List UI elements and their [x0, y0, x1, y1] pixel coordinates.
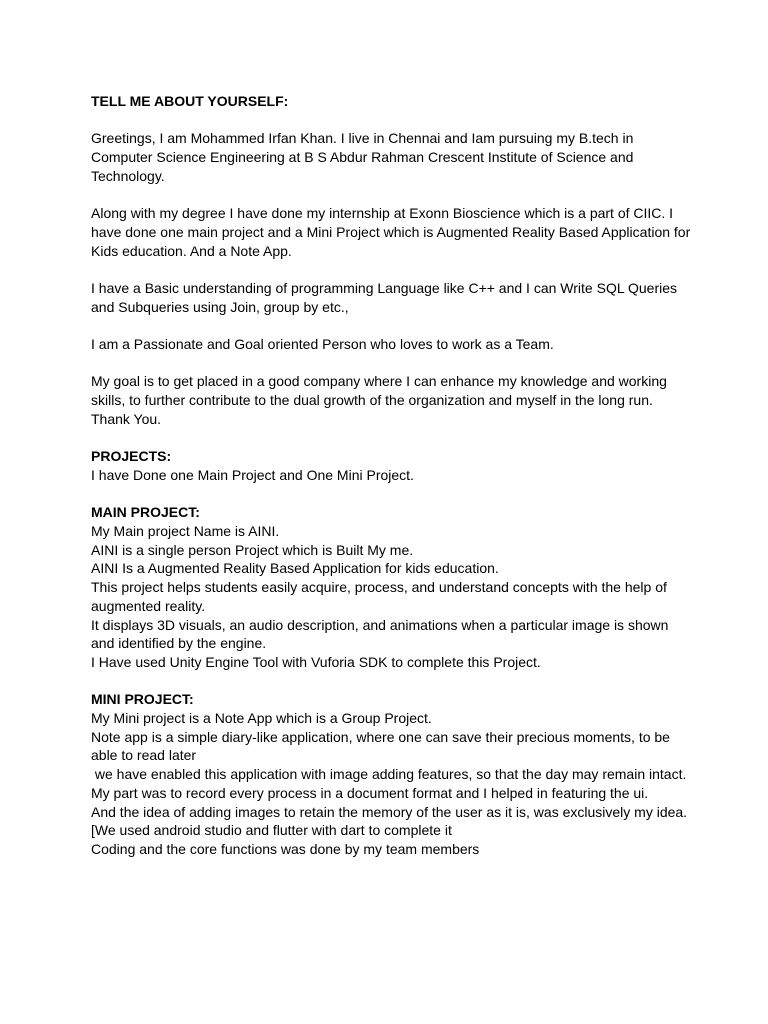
main-project-line: I Have used Unity Engine Tool with Vuforia SDK to complete this Project.: [91, 653, 541, 670]
mini-project-heading: MINI PROJECT:: [91, 691, 194, 708]
intro-paragraph-4: I am a Passionate and Goal oriented Person who loves to work as a Team.: [91, 336, 554, 353]
intro-paragraph-3: I have a Basic understanding of programming Language like C++ and I can Write SQL Queries and Subqueries using Join, group by etc.,: [91, 279, 678, 315]
mini-project-line: Note app is a simple diary-like application, where one can save their precious moments, to be able to read later: [91, 728, 670, 764]
intro-paragraph-5: My goal is to get placed in a good company where I can enhance my knowledge and working skills, to further contribute to the dual growth of the organization and myself in the long run. Thank You.: [91, 373, 667, 427]
main-project-heading: MAIN PROJECT:: [91, 504, 200, 521]
main-project-line: It displays 3D visuals, an audio description, and animations when a particular image is shown and identified by the engine.: [91, 616, 669, 652]
mini-project-line: My part was to record every process in a document format and I helped in featuring the ui.: [91, 784, 649, 801]
intro-paragraph-1: Greetings, I am Mohammed Irfan Khan. I live in Chennai and Iam pursuing my B.tech in Computer Science Engineering at B S Abdur Rahman Crescent Institute of Science and Technology.: [91, 130, 634, 184]
mini-project-line: we have enabled this application with image adding features, so that the day may remain intact.: [91, 766, 687, 783]
intro-heading: TELL ME ABOUT YOURSELF:: [91, 93, 289, 109]
main-project-line: AINI is a single person Project which is Built My me.: [91, 541, 414, 558]
projects-heading: PROJECTS:: [91, 448, 172, 465]
document-page: [91, 92, 691, 877]
projects-text: I have Done one Main Project and One Mini Project.: [91, 466, 414, 483]
mini-project-line: And the idea of adding images to retain the memory of the user as it is, was exclusively my idea.: [91, 803, 688, 820]
main-project-line: My Main project Name is AINI.: [91, 523, 280, 540]
main-project-line: AINI Is a Augmented Reality Based Application for kids education.: [91, 560, 499, 577]
main-project-section: [91, 503, 691, 671]
mini-project-line: My Mini project is a Note App which is a Group Project.: [91, 710, 432, 727]
intro-section: [91, 92, 691, 111]
mini-project-line: Coding and the core functions was done by my team members: [91, 841, 480, 857]
main-project-line: This project helps students easily acquire, process, and understand concepts with the help of augmented reality.: [91, 579, 667, 614]
mini-project-section: [91, 690, 691, 858]
mini-project-line: [We used android studio and flutter with dart to complete it: [91, 822, 452, 839]
intro-paragraph-2: Along with my degree I have done my internship at Exonn Bioscience which is a part of CIIC. I have done one main project and a Mini Project which is Augmented Reality Based Application for Kids education. And a Note App.: [91, 205, 691, 259]
projects-section: [91, 447, 691, 484]
